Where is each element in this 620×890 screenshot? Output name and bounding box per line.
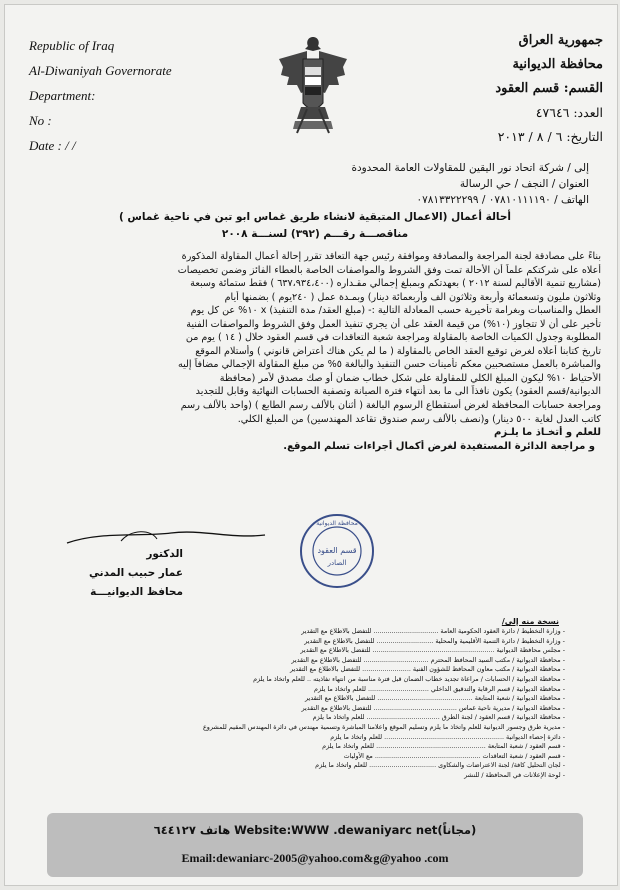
- department-en: Department:: [29, 88, 96, 103]
- distribution-list: [65, 627, 565, 781]
- stamp-text: قسم العقود: [317, 546, 357, 555]
- list-item: - قسم العقود / شعبة التعاقدات .................................................... مع الأوليات: [343, 751, 565, 760]
- country-ar: جمهورية العراق: [518, 33, 603, 48]
- list-item: - قسم العقود / شعبة المتابعة ...................................................... للعلم واتخاذ ما يلزم: [322, 742, 565, 751]
- list-item: - محافظة الديوانية / قسم الرقابة والتدقيق الداخلي .............................. للعلم واتخاذ ما يلزم: [314, 684, 565, 693]
- stamp-text: محافظة الديوانية: [316, 520, 358, 527]
- signer-title: الدكتور: [146, 548, 183, 560]
- body-line: أعلاه على شركتكم علماً أن الأحالة تمت وفق الشروط والمواصفات الخاصة بالعطاء الفائز وضمن تخصيصات: [177, 264, 601, 276]
- list-item: - محافظة الديوانية / الحسابات / مراعاة تجديد خطاب الضمان قبل فترة مناسبة من انتهاء نفاذيته .. للعلم واتخاذ ما يلزم: [253, 674, 565, 683]
- body-line: بناءً على مصادقة لجنة المراجعة والمصادقة وموافقة رئيس جهة التعاقد تقرر إحالة أعمال المقاولة المذكورة: [181, 251, 601, 262]
- stamp-text: الصادر: [327, 559, 347, 567]
- signer-block: [33, 545, 183, 602]
- body-line: الأحتياط ١٠% ليكون المبلغ الكلي للمقاولة على شكل خطاب ضمان أو صك مصدق لأمر (محافظة: [219, 372, 601, 384]
- body-line: الديوانية/قسم العقود) يكون نافذاً الى ما بعد أنتهاء فترة الصيانة وتصفية الحسابات النهائية وقابل للتجديد: [195, 386, 601, 398]
- list-item: - دائرة إحصاء الديوانية ........................................................... للعلم واتخاذ ما يلزم: [330, 732, 565, 741]
- subject-line: أحالة أعمال (الاعمال المتبقية لانشاء طريق غماس ابو تبن في ناحية غماس ): [118, 211, 512, 223]
- body-line: العطل والمناسبات وبغرامة تأخيرية حسب المعادلة التالية :- (مبلغ العقد/ مدة التنفيذ) x ١٠% عن كل يوم: [190, 305, 601, 317]
- closing-line-1: للعلم و أتخـاذ ما يلـزم: [494, 427, 601, 439]
- body-line: تاريخ كتابنا أعلاه لغرض توقيع العقد الخاص بالمقاولة ( ما لم يكن هناك أعتراض قانوني ) وأستلام الموقع: [195, 345, 601, 357]
- body-line: ومراجعة حسابات المحافظة لغرض أستقطاع الرسوم البالغة ( أثنان بالألف رسم الطابع ) (واحد بالألف رسم: [180, 400, 601, 412]
- iraq-eagle-emblem-icon: [277, 33, 349, 143]
- list-item: - محافظة الديوانية / مكتب معاون المحافظ للشؤون الفنية ........................ للتفضل بالاطلاع مع التقدير: [289, 665, 565, 674]
- body-line: المطلوبة وجدول الكميات الخاصة بالمقاولة ومراجعة شعبة التعاقدات في قسم العقود خلال ( ١٤ ) يوم من: [185, 332, 601, 344]
- english-letterhead: [29, 33, 239, 158]
- body-line: (مشاريع تنمية الأقاليم لسنة ٢٠١٢ ) بعهدتكم وبمبلغ إجمالي مقـداره (٦٣٧،٩٣٤،٤٠٠ ) فقط ستمائة وسبعة: [190, 278, 601, 290]
- recipient-name: إلى / شركة اتحاد نور اليقين للمقاولات العامة المحدودة: [351, 162, 589, 174]
- country-en: Republic of Iraq: [29, 38, 115, 53]
- signer-role: محافظ الديوانيـــة: [90, 586, 183, 598]
- date-en: Date : / /: [29, 138, 76, 153]
- body-line: والمباشرة بالعمل مستصحبين معكم تأمينات حسن التنفيذ والبالغة ٥% من مبلغ المقاولة الإجمالي مضافاً إليه: [177, 359, 601, 371]
- copies-to-heading: نسخة منه إلى/: [501, 617, 559, 626]
- list-item: - محافظة الديوانية / قسم العقود / لجنة الطرق .................................... للعلم واتخاذ ما يلزم: [312, 713, 565, 722]
- body-line: تأخير على أن لا تتجاوز (١٠%) من قيمة العقد على أن يجري تنفيذ العمل وفق الشروط والمواصفات الفنية: [186, 318, 601, 330]
- list-item: - مديرية طرق وجسور الديوانية للعلم واتخاذ ما يلزم وتسليم الموقع واعلامنا المباشرة وتسمية مهندس في دائرة المهندس المقيم للمشروع: [202, 722, 565, 731]
- governorate-ar: محافظة الديوانية: [512, 57, 603, 72]
- list-item: - مجلس محافظة الديوانية ............................................................ للتفضل بالاطلاع مع التقدير: [300, 646, 565, 655]
- signature-icon: [61, 527, 271, 547]
- list-item: - وزارة التخطيط / دائرة التنمية الأقليمية والمحلية ............................ للتفضل بالاطلاع مع التقدير: [304, 636, 565, 645]
- recipient-block: [49, 160, 589, 208]
- footer-bar: [47, 813, 583, 877]
- signer-name: عمار حبيب المدني: [89, 567, 183, 579]
- list-item: - محافظة الديوانية / مديرية ناحية غماس ......................................... للتفضل بالاطلاع مع التقدير: [301, 703, 565, 712]
- document-page: [4, 4, 618, 886]
- number-en: No :: [29, 113, 52, 128]
- governorate-en: Al-Diwaniyah Governorate: [29, 63, 172, 78]
- list-item: - محافظة الديوانية / شعبة المتابعة ............................................... للتفضل بالاطلاع مع التقدير: [305, 694, 565, 703]
- arabic-letterhead: [393, 29, 603, 149]
- department-ar: القسم: قسم العقود: [495, 81, 603, 96]
- list-item: - لجان التحليل كافة/ لجنة الاعتراضات والشكاوى ................................. للعلم واتخاذ ما يلزم: [315, 761, 565, 770]
- body-line: وثلاثون مليون وتسعمائة وأربعة وثلاثون الف وأربعمائة دينار) وبمـدة عمل ( ٢٤٠يوم ) بضمنها أيام: [224, 291, 601, 303]
- recipient-phone: الهاتف / ٠٧٨١٠١١١١٩٠ / ٠٧٨١٣٣٢٢٢٩٩: [416, 194, 589, 206]
- footer-website: هاتف ٦٤٤١٢٧ Website:WWW .dewaniyarc net(مجاناً): [153, 823, 477, 837]
- letter-body: [21, 250, 601, 453]
- list-item: - محافظة الديوانية / مكتب السيد المحافظ المحترم ................................ للتفضل بالاطلاع مع التقدير: [291, 655, 565, 664]
- footer-email: Email:dewaniarc-2005@yahoo.com&g@yahoo .com: [181, 851, 449, 865]
- closing-line-2: و مراجعة الدائرة المستفيدة لغرض أكمال أجراءات تسلم الموقع.: [283, 440, 595, 452]
- tender-line: مناقصـــة رقـــم (٣٩٢) لسنـــة ٢٠٠٨: [221, 228, 409, 240]
- body-line: كاتب العدل لغاية ٥٠٠ دينار) و(نصف بالألف رسم صندوق تقاعد المهندسين) من المبلغ الكلي.: [237, 413, 601, 425]
- recipient-address: العنوان / النجف / حي الرسالة: [459, 178, 589, 190]
- number-ar: العدد: ٤٧٦٤٦: [535, 105, 603, 120]
- list-item: - وزارة التخطيط / دائرة العقود الحكومية العامة ................................ للتفضل بالاطلاع مع التقدير: [301, 627, 565, 635]
- official-stamp-icon: [297, 511, 377, 591]
- list-item: - لوحة الإعلانات في المحافظة / للنشر: [464, 770, 565, 779]
- date-ar: التاريخ: ٦ / ٨ / ٢٠١٣: [497, 129, 603, 144]
